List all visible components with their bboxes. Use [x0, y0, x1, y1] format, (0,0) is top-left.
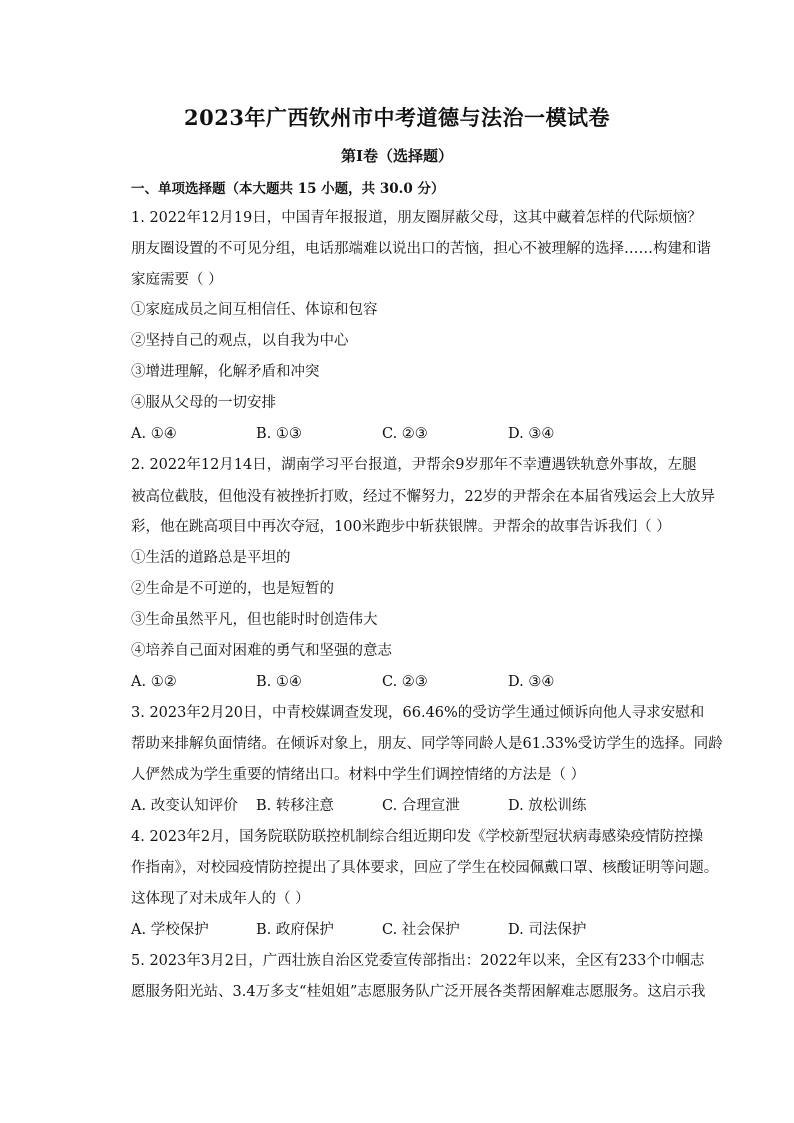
q2-option-d: D. ③④	[508, 674, 555, 690]
q4-option-b: B. 政府保护	[256, 922, 334, 938]
volume-subtitle: 第I卷（选择题）	[340, 147, 454, 165]
q1-option-a: A. ①④	[131, 426, 177, 442]
q2-statement-4: ④培养自己面对困难的勇气和坚强的意志	[131, 643, 392, 659]
q1-line-3: 家庭需要（ ）	[131, 272, 223, 288]
q4-option-d: D. 司法保护	[508, 922, 587, 938]
q4-line-3: 这体现了对未成年人的（ ）	[131, 891, 310, 907]
page-title: 2023年广西钦州市中考道德与法治一模试卷	[184, 105, 610, 130]
q2-statement-2: ②生命是不可逆的，也是短暂的	[131, 581, 334, 597]
q2-option-b: B. ①④	[256, 674, 302, 690]
q4-line-1: 4. 2023年2月，国务院联防联控机制综合组近期印发《学校新型冠状病毒感染疫情防控操	[131, 829, 704, 845]
q3-line-3: 人俨然成为学生重要的情绪出口。材料中学生们调控情绪的方法是（ ）	[131, 767, 586, 783]
q4-option-c: C. 社会保护	[382, 922, 460, 938]
q1-statement-4: ④服从父母的一切安排	[131, 395, 276, 411]
q2-statement-3: ③生命虽然平凡，但也能时时创造伟大	[131, 612, 378, 628]
q2-option-a: A. ①②	[131, 674, 177, 690]
q2-statement-1: ①生活的道路总是平坦的	[131, 550, 291, 566]
q2-line-3: 彩，他在跳高项目中再次夺冠，100米跑步中斩获银牌。尹帮余的故事告诉我们（ ）	[131, 519, 671, 535]
q2-option-c: C. ②③	[382, 674, 428, 690]
q1-statement-2: ②坚持自己的观点，以自我为中心	[131, 333, 349, 349]
q4-line-2: 作指南》，对校园疫情防控提出了具体要求，回应了学生在校园佩戴口罩、核酸证明等问题。	[131, 860, 719, 876]
q1-line-2: 朋友圈设置的不可见分组，电话那端难以说出口的苦恼，担心不被理解的选择……构建和谐	[131, 241, 711, 257]
q2-line-2: 被高位截肢，但他没有被挫折打败，经过不懈努力，22岁的尹帮余在本届省残运会上大放异	[131, 489, 715, 505]
q1-option-b: B. ①③	[256, 426, 302, 442]
q3-line-2: 帮助来排解负面情绪。在倾诉对象上，朋友、同学等同龄人是61.33%受访学生的选择。同龄	[131, 736, 723, 752]
q2-line-1: 2. 2022年12月14日，湖南学习平台报道，尹帮余9岁那年不幸遭遇铁轨意外事故，左腿	[131, 457, 697, 473]
q3-option-d: D. 放松训练	[508, 798, 587, 814]
q3-line-1: 3. 2023年2月20日，中青校媒调查发现，66.46%的受访学生通过倾诉向他人寻求安慰和	[131, 705, 705, 721]
q5-line-1: 5. 2023年3月2日，广西壮族自治区党委宣传部指出：2022年以来，全区有233个巾帼志	[131, 953, 705, 969]
q3-option-a: A. 改变认知评价	[131, 798, 238, 814]
q3-option-c: C. 合理宣泄	[382, 798, 460, 814]
q1-option-c: C. ②③	[382, 426, 428, 442]
q4-option-a: A. 学校保护	[131, 922, 209, 938]
q5-line-2: 愿服务阳光站、3.4万多支“桂姐姐”志愿服务队广泛开展各类帮困解难志愿服务。这启示我	[131, 984, 706, 1000]
q1-option-d: D. ③④	[508, 426, 555, 442]
section-heading: 一、单项选择题（本大题共 15 小题，共 30.0 分）	[131, 181, 445, 197]
q3-option-b: B. 转移注意	[256, 798, 334, 814]
q1-statement-3: ③增进理解，化解矛盾和冲突	[131, 364, 320, 380]
q1-line-1: 1. 2022年12月19日，中国青年报报道，朋友圈屏蔽父母，这其中藏着怎样的代际烦恼？	[131, 210, 702, 226]
q1-statement-1: ①家庭成员之间互相信任、体谅和包容	[131, 302, 378, 318]
